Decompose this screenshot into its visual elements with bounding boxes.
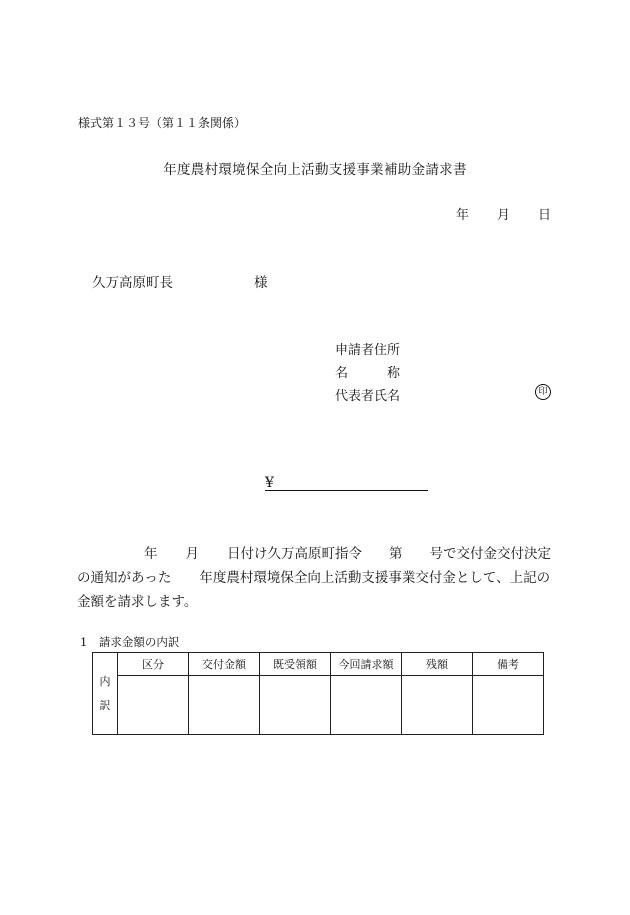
body-month-label: 月 [185, 546, 199, 562]
amount-underline [265, 490, 428, 491]
column-header-category: 区分 [118, 653, 189, 676]
section-heading: 1 請求金額の内訳 [80, 635, 180, 649]
table-side-label-2: 訳 [99, 698, 111, 712]
cell-grant-amount [189, 676, 260, 735]
table-header-row [93, 653, 544, 676]
document-title: 年度農村環境保全向上活動支援事業補助金請求書 [163, 162, 467, 178]
body-decision-text: 号で交付金交付決定 [429, 546, 551, 562]
column-header-balance: 残額 [402, 653, 473, 676]
applicant-name-label-first: 名 [335, 366, 349, 381]
column-header-received-amount: 既受領額 [260, 653, 331, 676]
applicant-name-label-second: 称 [387, 366, 401, 381]
seal-icon: 印 [535, 384, 551, 400]
table-row [93, 676, 544, 735]
amount-currency-symbol: ¥ [265, 475, 274, 491]
date-year-label: 年 [456, 208, 470, 223]
cell-category [118, 676, 189, 735]
column-header-current-request: 今回請求額 [331, 653, 402, 676]
body-notice-text: の通知があった [77, 570, 172, 586]
body-order-label: 第 [389, 546, 403, 562]
addressee-honorific: 様 [254, 275, 268, 291]
applicant-representative-label: 代表者氏名 [335, 389, 401, 404]
cell-remarks [473, 676, 544, 735]
date-month-label: 月 [497, 208, 511, 223]
body-line-2 [77, 566, 550, 586]
body-grant-text: 年度農村環境保全向上活動支援事業交付金として、上記の [199, 570, 551, 586]
addressee-name: 久万高原町長 [92, 275, 173, 291]
cell-received-amount [260, 676, 331, 735]
breakdown-table [92, 652, 544, 735]
column-header-remarks: 備考 [473, 653, 544, 676]
table-side-label [93, 653, 118, 735]
body-line-3: 金額を請求します。 [77, 594, 198, 610]
form-number: 様式第１３号（第１１条関係） [78, 116, 247, 130]
applicant-address-label: 申請者住所 [335, 343, 401, 358]
cell-balance [402, 676, 473, 735]
body-line-1 [77, 542, 551, 562]
table-side-label-1: 内 [99, 674, 111, 688]
body-notice-date-text: 日付け久万高原町指令 [227, 546, 362, 562]
cell-current-request [331, 676, 402, 735]
date-day-label: 日 [538, 208, 552, 223]
column-header-grant-amount: 交付金額 [189, 653, 260, 676]
body-year-label: 年 [144, 546, 158, 562]
